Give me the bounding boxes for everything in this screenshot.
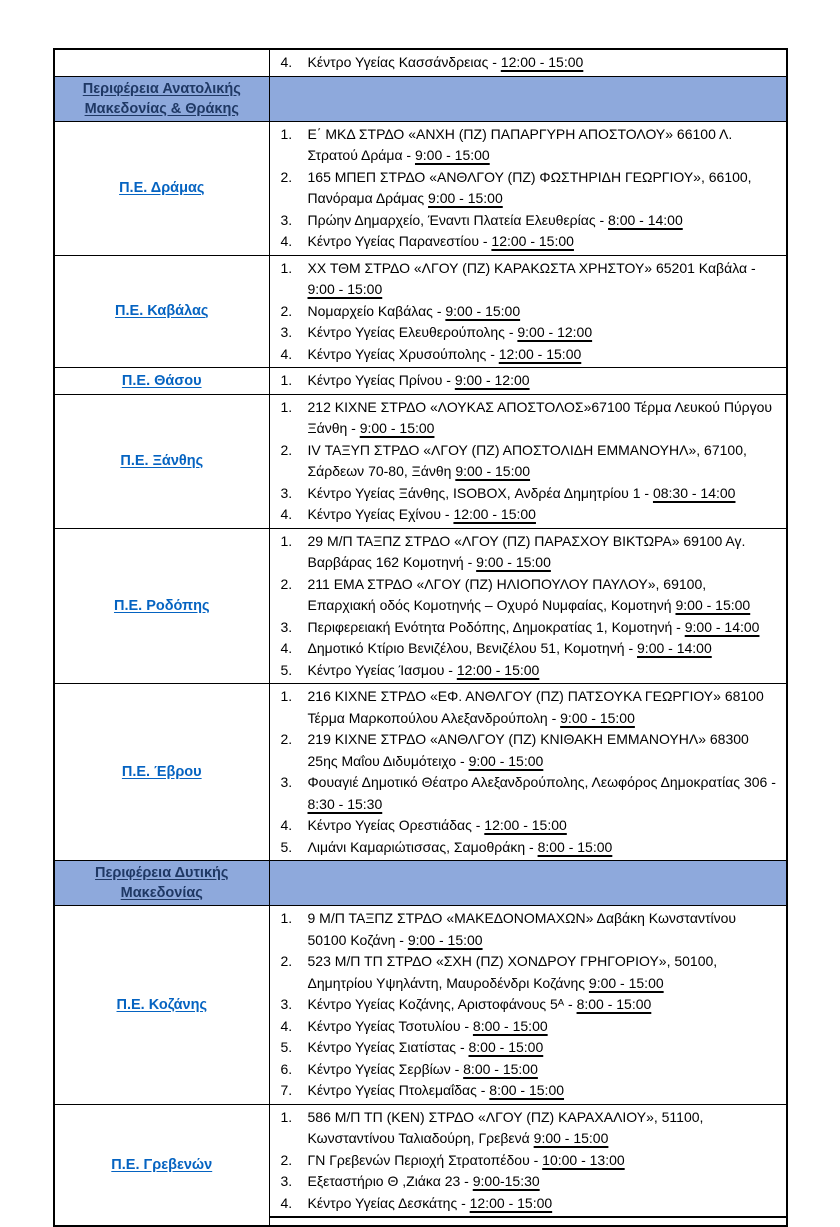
empty-region-cell (54, 49, 269, 76)
region-cell (54, 528, 269, 684)
location-item (270, 617, 787, 639)
section-header-cell (54, 861, 269, 906)
item-body (308, 1037, 787, 1059)
item-body (308, 258, 787, 301)
item-number: 1. (280, 259, 293, 276)
location-text: Ε΄ ΜΚΔ ΣΤΡΔΟ «ΑΝΧΗ (ΠΖ) ΠΑΠΑΡΓΥΡΗ ΑΠΟΣΤΟΛΟΥ» 66100 Λ. Στρατού Δράμα - (307, 125, 733, 163)
item-body (308, 322, 787, 344)
location-text: Φουαγιέ Δημοτικό Θέατρο Αλεξανδρούπολης, Λεωφόρος Δημοκρατίας 306 - (307, 774, 776, 790)
item-body (308, 815, 787, 837)
location-hours: 12:00 - 15:00 (491, 233, 574, 249)
location-item (270, 729, 787, 772)
locations-list (270, 122, 787, 255)
location-hours: 9:00 - 15:00 (407, 931, 483, 948)
item-body (308, 370, 787, 392)
location-item (270, 370, 787, 392)
item-body (308, 1150, 787, 1172)
region-link[interactable]: Π.Ε. Έβρου (121, 764, 202, 780)
location-hours: 9:00 - 15:00 (359, 420, 435, 436)
location-item (270, 1037, 787, 1059)
location-text: Λιμάνι Καμαριώτισσας, Σαμοθράκη - (307, 838, 538, 855)
item-number: 4. (280, 506, 293, 522)
region-cell (54, 906, 269, 1105)
locations-list (270, 368, 787, 394)
location-item (270, 1059, 787, 1081)
location-text: Κέντρο Υγείας Παρανεστίου - (307, 233, 492, 249)
location-item (270, 258, 787, 301)
location-hours: 8:00 - 15:00 (489, 1082, 565, 1098)
location-hours: 12:00 - 15:00 (453, 506, 536, 522)
location-text: Κέντρο Υγείας Κασσάνδρειας - (307, 54, 501, 70)
location-text: Κέντρο Υγείας Ορεστιάδας - (307, 817, 485, 833)
location-item (270, 686, 787, 729)
location-item (270, 574, 787, 617)
location-item (270, 504, 787, 526)
location-item (270, 1171, 787, 1193)
item-number: 2. (280, 441, 293, 458)
item-body (308, 531, 787, 574)
location-text: Κέντρο Υγείας Εχίνου - (307, 506, 454, 522)
location-text: 9 Μ/Π ΤΑΞΠΖ ΣΤΡΔΟ «ΜΑΚΕΔΟΝΟΜΑΧΩΝ» Δαβάκη Κωνσταντίνου 50100 Κοζάνη - (307, 910, 737, 948)
region-row (54, 394, 787, 528)
regions-table (53, 48, 788, 1227)
item-body (308, 772, 787, 815)
item-number: 2. (280, 953, 293, 969)
region-cell (54, 684, 269, 861)
item-number: 1. (280, 532, 293, 549)
item-number: 4. (280, 233, 293, 249)
location-hours: 9:00 - 15:00 (588, 974, 664, 991)
location-text: Δημοτικό Κτίριο Βενιζέλου, Βενιζέλου 51, Κομοτηνή - (307, 640, 638, 656)
item-body (308, 574, 787, 617)
location-hours: 9:00 - 15:00 (445, 302, 521, 319)
region-cell (54, 121, 269, 255)
location-item (270, 210, 787, 232)
item-number: 6. (280, 1060, 293, 1077)
location-hours: 8:00 - 15:00 (472, 1017, 548, 1034)
locations-cell (269, 906, 787, 1105)
location-text: Πρώην Δημαρχείο, Έναντι Πλατεία Ελευθερίας - (307, 211, 609, 228)
location-hours: 9:00 - 15:00 (533, 1130, 609, 1146)
location-item (270, 397, 787, 440)
item-number: 5. (280, 1039, 293, 1055)
item-number: 1. (280, 1108, 293, 1125)
item-number: 5. (280, 838, 293, 855)
location-item (270, 1107, 787, 1150)
item-number: 3. (280, 996, 293, 1012)
item-body (308, 231, 787, 253)
item-body (308, 638, 787, 660)
locations-cell (269, 1104, 787, 1226)
location-text: ΧΧ ΤΘΜ ΣΤΡΔΟ «ΛΓΟΥ (ΠΖ) ΚΑΡΑΚΩΣΤΑ ΧΡΗΣΤΟΥ» 65201 Καβάλα - (307, 259, 756, 276)
locations-list (270, 684, 787, 860)
region-row (54, 528, 787, 684)
locations-cell (269, 49, 787, 76)
item-body (308, 210, 787, 232)
item-number: 1. (280, 910, 293, 926)
location-hours: 9:00 - 15:00 (476, 554, 551, 570)
item-body (308, 994, 787, 1016)
location-text: Κέντρο Υγείας Χρυσούπολης - (307, 345, 499, 362)
region-link[interactable]: Π.Ε. Δράμας (119, 180, 205, 196)
item-body (308, 504, 787, 526)
location-item (270, 231, 787, 253)
location-item (270, 815, 787, 837)
locations-list (270, 529, 787, 684)
location-text: Κέντρο Υγείας Πρίνου - (307, 372, 455, 388)
item-body (308, 1059, 787, 1081)
locations-cell (269, 528, 787, 684)
locations-list (270, 1105, 787, 1217)
region-cell (54, 368, 269, 395)
item-number: 2. (280, 302, 293, 319)
location-text: Κέντρο Υγείας Σερβίων - (307, 1060, 464, 1077)
location-text: 29 Μ/Π ΤΑΞΠΖ ΣΤΡΔΟ «ΛΓΟΥ (ΠΖ) ΠΑΡΑΣΧΟΥ ΒΙΚΤΩΡΑ» 69100 Αγ. Βαρβάρας 162 Κομοτηνή - (307, 532, 746, 570)
location-text: Κέντρο Υγείας Τσοτυλίου - (307, 1017, 473, 1034)
location-item (270, 1193, 787, 1215)
region-cell (54, 255, 269, 368)
location-text: 165 ΜΠΕΠ ΣΤΡΔΟ «ΑΝΘΛΓΟΥ (ΠΖ) ΦΩΣΤΗΡΙΔΗ ΓΕΩΡΓΙΟΥ», 66100, Πανόραμα Δράμας (307, 168, 752, 206)
item-body (308, 837, 787, 859)
location-item (270, 660, 787, 682)
location-item (270, 167, 787, 210)
locations-cell (269, 368, 787, 395)
location-hours: 12:00 - 15:00 (484, 817, 567, 833)
location-text: Κέντρο Υγείας Δεσκάτης - (307, 1194, 470, 1211)
item-number: 3. (280, 324, 293, 340)
item-body (308, 617, 787, 639)
location-hours: 9:00 - 14:00 (684, 618, 760, 635)
location-text: 216 ΚΙΧΝΕ ΣΤΡΔΟ «ΕΦ. ΑΝΘΛΓΟΥ (ΠΖ) ΠΑΤΣΟΥΚΑ ΓΕΩΡΓΙΟΥ» 68100 Τέρμα Μαρκοπούλου Αλεξανδρούπολη - (307, 688, 764, 726)
location-item (270, 908, 787, 951)
location-item (270, 124, 787, 167)
location-hours: 12:00 - 15:00 (500, 54, 584, 70)
item-number: 1. (280, 125, 293, 142)
regions-table-body (54, 49, 787, 1226)
region-link[interactable]: Π.Ε. Θάσου (121, 372, 202, 389)
location-hours: 9:00 - 15:00 (468, 752, 544, 769)
location-text: Κέντρο Υγείας Σιατίστας - (307, 1039, 469, 1055)
region-row (54, 906, 787, 1105)
item-body (308, 1171, 787, 1193)
item-number: 4. (280, 1194, 293, 1211)
location-hours: 12:00 - 15:00 (456, 661, 540, 678)
location-hours: 9:00 - 15:00 (560, 709, 635, 726)
location-hours: 9:00 - 15:00 (414, 147, 490, 163)
location-item (270, 772, 787, 815)
location-hours: 10:00 - 13:00 (542, 1151, 625, 1168)
location-hours: 8:00 - 14:00 (608, 211, 683, 228)
item-number: 2. (280, 1151, 293, 1168)
location-item (270, 531, 787, 574)
region-row (54, 1104, 787, 1226)
locations-list (270, 906, 787, 1104)
location-item (270, 301, 787, 323)
location-hours: 8:00 - 15:00 (463, 1060, 538, 1077)
location-hours: 9:00 - 15:00 (307, 281, 383, 297)
region-row (54, 49, 787, 76)
item-body (308, 686, 787, 729)
location-item (270, 994, 787, 1016)
location-text: Κέντρο Υγείας Ίασμου - (307, 661, 457, 678)
location-text: Κέντρο Υγείας Ξάνθης, ISOBOX, Ανδρέα Δημητρίου 1 - (307, 484, 653, 501)
location-item (270, 440, 787, 483)
location-item (270, 638, 787, 660)
location-hours: 8:00 - 15:00 (576, 996, 652, 1012)
item-body (308, 1107, 787, 1150)
location-hours: 12:00 - 15:00 (498, 345, 582, 362)
region-link[interactable]: Π.Ε. Κοζάνης (116, 996, 207, 1013)
item-number: 2. (280, 731, 293, 747)
item-body (308, 729, 787, 772)
locations-cell (269, 121, 787, 255)
region-link[interactable]: Π.Ε. Ξάνθης (120, 453, 204, 469)
location-item (270, 1080, 787, 1102)
region-row (54, 121, 787, 255)
locations-list (270, 256, 787, 368)
section-header-fill (269, 76, 787, 121)
location-hours: 08:30 - 14:00 (652, 484, 736, 501)
location-text: Εξεταστήριο Θ ,Ζιάκα 23 - (307, 1173, 473, 1189)
item-body (308, 908, 787, 951)
item-number: 5. (280, 661, 293, 678)
location-text: ΓΝ Γρεβενών Περιοχή Στρατοπέδου - (307, 1151, 543, 1168)
location-text: 212 ΚΙΧΝΕ ΣΤΡΔΟ «ΛΟΥΚΑΣ ΑΠΟΣΤΟΛΟΣ»67100 Τέρμα Λευκού Πύργου Ξάνθη - (307, 398, 773, 436)
location-hours: 8:30 - 15:30 (307, 795, 383, 812)
location-text: 211 ΕΜΑ ΣΤΡΔΟ «ΛΓΟΥ (ΠΖ) ΗΛΙΟΠΟΥΛΟΥ ΠΑΥΛΟΥ», 69100, Επαρχιακή οδός Κομοτηνής – Οχυρό Νυμφαίας, Κομοτηνή (307, 575, 707, 613)
item-number: 1. (280, 688, 293, 704)
item-number: 1. (280, 372, 293, 388)
item-body (308, 344, 787, 366)
location-text: 219 ΚΙΧΝΕ ΣΤΡΔΟ «ΑΝΘΛΓΟΥ (ΠΖ) ΚΝΙΘΑΚΗ ΕΜΜΑΝΟΥΗΛ» 68300 25ης Μαΐου Διδυμότειχο - (307, 731, 749, 769)
item-number: 4. (280, 640, 293, 656)
item-number: 3. (280, 774, 293, 790)
location-text: Κέντρο Υγείας Πτολεμαΐδας - (307, 1082, 490, 1098)
location-hours: 9:00 - 15:00 (675, 597, 751, 613)
location-text: IV ΤΑΞΥΠ ΣΤΡΔΟ «ΛΓΟΥ (ΠΖ) ΑΠΟΣΤΟΛΙΔΗ ΕΜΜΑΝΟΥΗΛ», 67100, Σάρδεων 70-80, Ξάνθη (307, 441, 747, 479)
section-header-cell (54, 76, 269, 121)
item-body (308, 483, 787, 505)
item-body (308, 1080, 787, 1102)
item-body (308, 660, 787, 682)
section-header-row (54, 861, 787, 906)
location-hours: 8:00 - 15:00 (468, 1039, 544, 1055)
location-item (270, 951, 787, 994)
location-hours: 9:00 - 12:00 (517, 324, 593, 340)
location-hours: 9:00-15:30 (472, 1173, 540, 1189)
location-text: Κέντρο Υγείας Ελευθερούπολης - (307, 324, 518, 340)
locations-cell (269, 394, 787, 528)
item-body (308, 1193, 787, 1215)
item-body (308, 124, 787, 167)
item-number: 7. (280, 1082, 293, 1098)
location-item (270, 344, 787, 366)
location-item (270, 1016, 787, 1038)
location-item (270, 483, 787, 505)
location-item (270, 52, 787, 74)
section-header-label: Περιφέρεια Ανατολικής Μακεδονίας & Θράκης (82, 80, 241, 117)
region-row (54, 368, 787, 395)
item-number: 4. (280, 54, 293, 70)
location-hours: 8:00 - 15:00 (537, 838, 613, 855)
location-text: Περιφερειακή Ενότητα Ροδόπης, Δημοκρατίας 1, Κομοτηνή - (307, 618, 685, 635)
item-number: 2. (280, 168, 293, 185)
item-body (308, 1016, 787, 1038)
region-row (54, 684, 787, 861)
item-number: 4. (280, 817, 293, 833)
location-hours: 9:00 - 15:00 (428, 190, 503, 206)
section-header-row (54, 76, 787, 121)
item-body (308, 440, 787, 483)
item-number: 3. (280, 484, 293, 501)
item-body (308, 397, 787, 440)
location-hours: 9:00 - 14:00 (637, 640, 712, 656)
location-item (270, 1150, 787, 1172)
region-row (54, 255, 787, 368)
locations-list (270, 395, 787, 528)
item-number: 3. (280, 211, 293, 228)
region-link[interactable]: Π.Ε. Ροδόπης (113, 597, 210, 614)
section-header-fill (269, 861, 787, 906)
location-text: 523 Μ/Π ΤΠ ΣΤΡΔΟ «ΣΧΗ (ΠΖ) ΧΟΝΔΡΟΥ ΓΡΗΓΟΡΙΟΥ», 50100, Δημητρίου Υψηλάντη, Μαυροδένδρι Κοζάνης (307, 953, 718, 991)
location-item (270, 322, 787, 344)
region-link[interactable]: Π.Ε. Καβάλας (115, 303, 209, 320)
item-number: 2. (280, 575, 293, 592)
location-text: Κέντρο Υγείας Κοζάνης, Αριστοφάνους 5ᴬ - (307, 996, 577, 1012)
item-body (308, 167, 787, 210)
item-number: 3. (280, 1173, 293, 1189)
item-body (308, 301, 787, 323)
location-hours: 9:00 - 15:00 (455, 463, 531, 479)
item-number: 4. (280, 1017, 293, 1034)
section-header-label: Περιφέρεια Δυτικής Μακεδονίας (95, 865, 229, 901)
locations-list (270, 50, 787, 76)
item-body (308, 951, 787, 994)
location-text: 586 Μ/Π ΤΠ (ΚΕΝ) ΣΤΡΔΟ «ΛΓΟΥ (ΠΖ) ΚΑΡΑΧΑΛΙΟΥ», 51100, Κωνσταντίνου Ταλιαδούρη, Γρεβενά (307, 1108, 704, 1146)
region-cell (54, 1104, 269, 1226)
item-number: 1. (280, 398, 293, 415)
location-item (270, 837, 787, 859)
region-cell (54, 394, 269, 528)
location-hours: 12:00 - 15:00 (469, 1194, 553, 1211)
locations-cell (269, 255, 787, 368)
location-hours: 9:00 - 12:00 (454, 372, 530, 388)
item-number: 3. (280, 618, 293, 635)
locations-cell (269, 684, 787, 861)
item-body (308, 52, 787, 74)
item-number: 4. (280, 345, 293, 362)
location-text: Νομαρχείο Καβάλας - (307, 302, 446, 319)
region-link[interactable]: Π.Ε. Γρεβενών (111, 1156, 213, 1173)
